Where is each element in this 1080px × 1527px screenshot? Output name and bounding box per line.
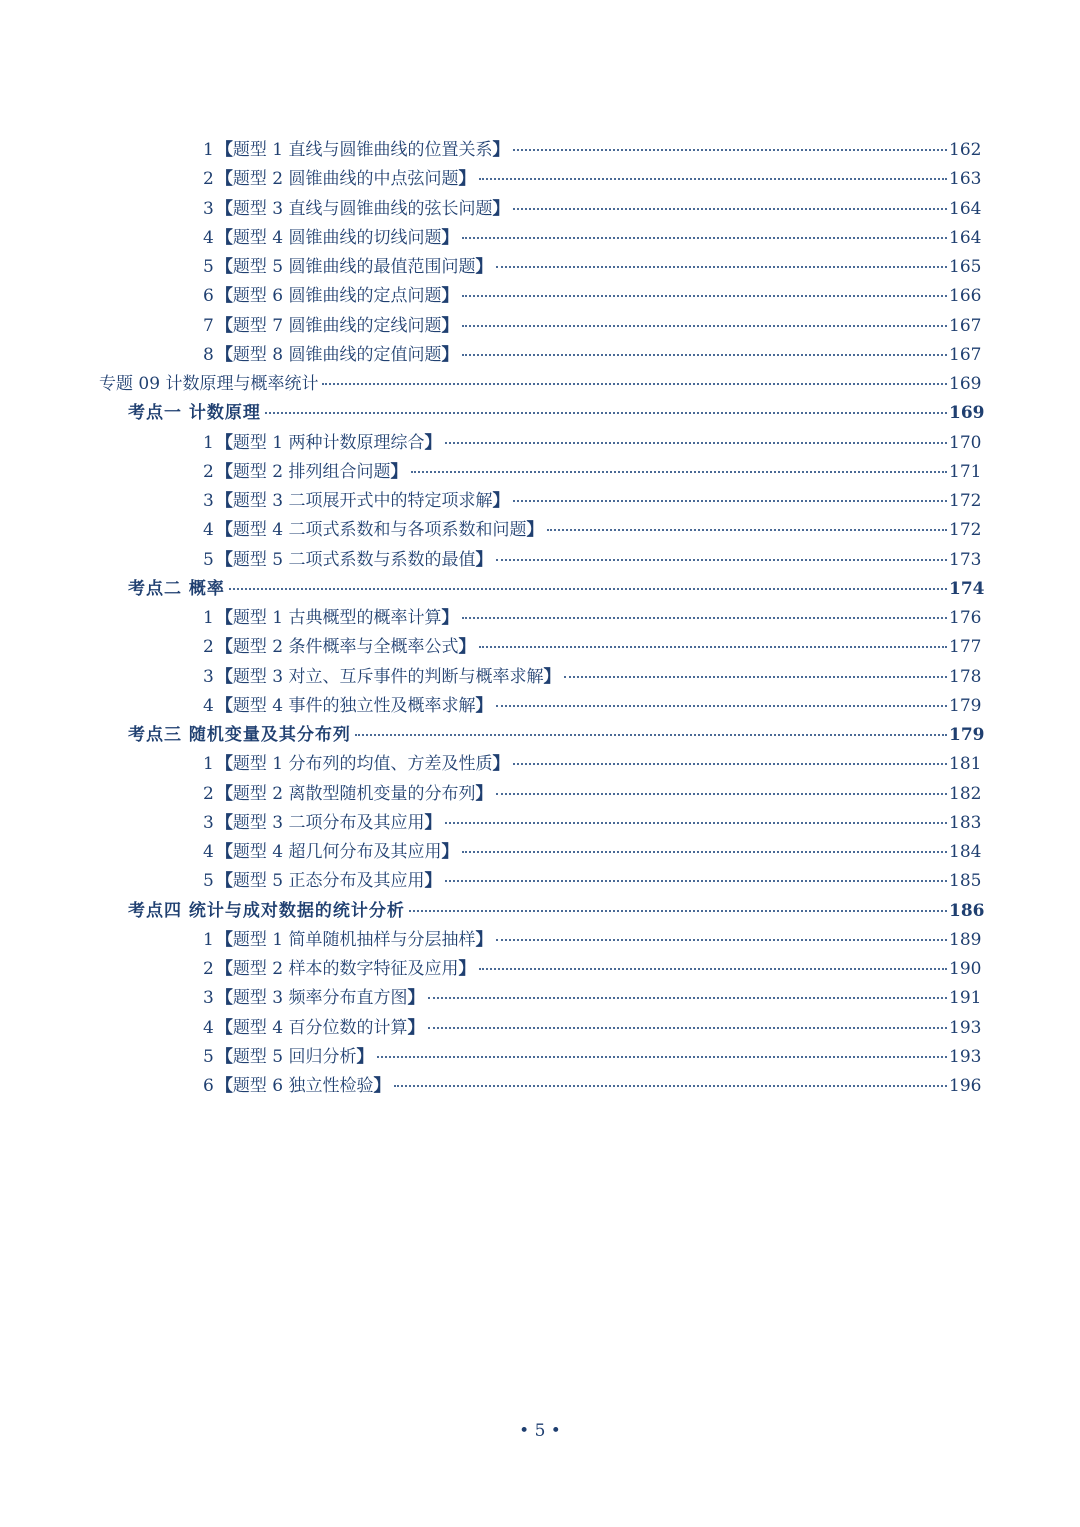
dot-leader	[513, 208, 947, 210]
toc-item[interactable]	[0, 136, 1080, 165]
toc-item[interactable]	[0, 1043, 1080, 1072]
toc-page-number: 181	[949, 754, 982, 775]
toc-page-number: 177	[949, 637, 982, 658]
question-type-label: 题型 2	[232, 959, 284, 979]
open-bracket: 【	[215, 959, 233, 979]
open-bracket: 【	[215, 227, 233, 248]
question-type-title: 二项式系数与系数的最值	[288, 549, 476, 570]
toc-entry-title	[216, 224, 459, 253]
question-type-label: 题型 3	[232, 812, 284, 833]
question-type-title: 排列组合问题	[288, 461, 391, 482]
toc-item[interactable]	[0, 224, 1080, 253]
question-type-label: 题型 6	[232, 286, 284, 307]
dot-leader	[462, 325, 947, 327]
close-bracket: 】	[475, 929, 493, 950]
question-type-title: 古典概型的概率计算	[288, 608, 442, 628]
open-bracket: 【	[215, 520, 233, 541]
toc-entry-number: 8	[203, 344, 214, 365]
question-type-label: 题型 2	[232, 461, 284, 482]
close-bracket: 】	[407, 1017, 425, 1038]
toc-entry-number: 5	[203, 1046, 214, 1067]
dot-leader	[496, 793, 947, 795]
toc-entry-title	[216, 195, 510, 224]
toc-page-number: 162	[949, 140, 982, 160]
toc-item[interactable]	[0, 838, 1080, 867]
toc-page-number: 182	[949, 783, 982, 804]
dot-leader	[496, 939, 947, 941]
toc-page-number: 170	[949, 432, 982, 453]
open-bracket: 【	[215, 783, 233, 804]
dot-leader	[394, 1085, 947, 1087]
question-type-label: 题型 8	[232, 344, 284, 365]
question-type-title: 样本的数字特征及应用	[288, 959, 459, 979]
toc-chapter[interactable]	[0, 370, 1080, 399]
dot-leader	[229, 588, 947, 590]
toc-entry-title	[216, 692, 493, 721]
toc-entry-title	[216, 1014, 425, 1043]
toc-entry-title	[216, 546, 493, 575]
question-type-label: 题型 3	[232, 491, 284, 511]
toc-entry-title	[216, 487, 510, 516]
toc-entry-number: 4	[203, 842, 214, 862]
question-type-label: 题型 2	[232, 637, 284, 658]
toc-entry-title	[216, 282, 459, 311]
question-type-label: 题型 4	[232, 1017, 284, 1038]
question-type-title: 独立性检验	[288, 1076, 374, 1096]
dot-leader	[411, 471, 947, 473]
toc-entry-title: 专题 09 计数原理与概率统计	[99, 374, 319, 394]
toc-entry-title	[216, 663, 561, 692]
toc-entry-number: 1	[203, 140, 214, 160]
question-type-title: 圆锥曲线的切线问题	[288, 227, 442, 248]
open-bracket: 【	[215, 871, 233, 892]
toc-page-number: 186	[949, 900, 985, 921]
open-bracket: 【	[215, 842, 233, 862]
toc-item[interactable]	[0, 984, 1080, 1013]
question-type-title: 直线与圆锥曲线的位置关系	[288, 140, 493, 160]
dot-leader	[462, 295, 947, 297]
dot-leader	[355, 734, 947, 736]
toc-page-number: 164	[949, 227, 982, 248]
toc-item[interactable]	[0, 458, 1080, 487]
dot-leader	[322, 383, 947, 385]
close-bracket: 】	[441, 344, 459, 365]
toc-item[interactable]	[0, 780, 1080, 809]
open-bracket: 【	[215, 432, 233, 453]
toc-item[interactable]	[0, 165, 1080, 194]
dot-leader	[462, 617, 947, 619]
toc-entry-title	[216, 926, 493, 955]
toc-item[interactable]	[0, 312, 1080, 341]
toc-page-number: 171	[949, 461, 982, 482]
close-bracket: 】	[441, 315, 459, 336]
toc-entry-title	[216, 458, 408, 487]
toc-entry-number: 3	[203, 491, 214, 511]
close-bracket: 】	[492, 198, 510, 219]
dot-leader	[462, 851, 947, 853]
question-type-label: 题型 4	[232, 695, 284, 716]
toc-entry-number: 5	[203, 871, 214, 892]
toc-entry-number: 4	[203, 520, 214, 541]
question-type-label: 题型 5	[232, 871, 284, 892]
question-type-title: 条件概率与全概率公式	[288, 637, 459, 658]
toc-page-number: 174	[949, 578, 985, 599]
question-type-title: 圆锥曲线的最值范围问题	[288, 257, 476, 277]
question-type-label: 题型 1	[232, 608, 284, 628]
close-bracket: 】	[458, 637, 476, 658]
toc-entry-title	[216, 1072, 391, 1101]
toc-page-number: 172	[949, 520, 982, 541]
toc-item[interactable]	[0, 1014, 1080, 1043]
toc-entry-number: 3	[203, 198, 214, 219]
question-type-title: 二项展开式中的特定项求解	[288, 491, 493, 511]
toc-entry-number: 4	[203, 695, 214, 716]
toc-page-number: 184	[949, 842, 982, 862]
dot-leader	[479, 968, 947, 970]
close-bracket: 】	[475, 549, 493, 570]
question-type-label: 题型 4	[232, 227, 284, 248]
question-type-title: 圆锥曲线的定线问题	[288, 315, 442, 336]
dot-leader	[428, 997, 947, 999]
toc-page-number: 169	[949, 374, 982, 394]
toc-entry-title	[216, 984, 425, 1013]
toc-entry-title	[216, 253, 493, 282]
open-bracket: 【	[215, 461, 233, 482]
toc-entry-title	[216, 604, 459, 633]
toc-item[interactable]	[0, 253, 1080, 282]
toc-item[interactable]	[0, 546, 1080, 575]
dot-leader	[462, 237, 947, 239]
toc-entry-title	[216, 1043, 374, 1072]
open-bracket: 【	[215, 988, 233, 1009]
toc-entry-number: 5	[203, 257, 214, 277]
toc-page-number: 167	[949, 315, 982, 336]
question-type-label: 题型 3	[232, 988, 284, 1009]
toc-page-number: 178	[949, 666, 982, 687]
toc-item[interactable]	[0, 516, 1080, 545]
toc-page-number: 173	[949, 549, 982, 570]
close-bracket: 】	[356, 1046, 374, 1067]
toc-item[interactable]	[0, 633, 1080, 662]
question-type-title: 超几何分布及其应用	[288, 842, 442, 862]
toc-page-number: 169	[949, 403, 985, 424]
question-type-title: 事件的独立性及概率求解	[288, 695, 476, 716]
toc-page-number: 190	[949, 959, 982, 979]
close-bracket: 】	[492, 140, 510, 160]
open-bracket: 【	[215, 695, 233, 716]
dot-leader	[445, 822, 947, 824]
toc-item[interactable]	[0, 282, 1080, 311]
question-type-title: 二项分布及其应用	[288, 812, 425, 833]
question-type-title: 两种计数原理综合	[288, 432, 425, 453]
close-bracket: 】	[492, 491, 510, 511]
toc-page-number: 167	[949, 344, 982, 365]
dot-leader	[547, 529, 947, 531]
dot-leader	[462, 354, 947, 356]
question-type-title: 圆锥曲线的中点弦问题	[288, 169, 459, 190]
toc-page-number: 185	[949, 871, 982, 892]
toc-entry-number: 4	[203, 1017, 214, 1038]
toc-entry-title: 考点四 统计与成对数据的统计分析	[128, 900, 405, 921]
dot-leader	[479, 178, 947, 180]
dot-leader	[409, 910, 947, 912]
open-bracket: 【	[215, 929, 233, 950]
toc-page-number: 166	[949, 286, 982, 307]
close-bracket: 】	[424, 871, 442, 892]
toc-entry-title	[216, 136, 510, 165]
question-type-title: 回归分析	[288, 1046, 357, 1067]
close-bracket: 】	[424, 432, 442, 453]
question-type-title: 对立、互斥事件的判断与概率求解	[288, 666, 544, 687]
open-bracket: 【	[215, 1017, 233, 1038]
toc-entry-number: 3	[203, 988, 214, 1009]
close-bracket: 】	[475, 783, 493, 804]
dot-leader	[479, 646, 947, 648]
toc-entry-title	[216, 341, 459, 370]
question-type-title: 简单随机抽样与分层抽样	[288, 929, 476, 950]
dot-leader	[496, 559, 947, 561]
toc-entry-number: 2	[203, 169, 214, 190]
dot-leader	[445, 880, 947, 882]
dot-leader	[445, 442, 947, 444]
question-type-label: 题型 1	[232, 929, 284, 950]
close-bracket: 】	[475, 257, 493, 277]
toc-item[interactable]	[0, 1072, 1080, 1101]
close-bracket: 】	[441, 608, 459, 628]
toc-item[interactable]	[0, 955, 1080, 984]
question-type-label: 题型 3	[232, 666, 284, 687]
question-type-label: 题型 5	[232, 549, 284, 570]
toc-entry-title	[216, 312, 459, 341]
question-type-label: 题型 2	[232, 783, 284, 804]
toc-item[interactable]	[0, 692, 1080, 721]
toc-page-number: 183	[949, 812, 982, 833]
open-bracket: 【	[215, 344, 233, 365]
toc-entry-title	[216, 780, 493, 809]
question-type-label: 题型 4	[232, 520, 284, 541]
open-bracket: 【	[215, 1046, 233, 1067]
dot-leader	[564, 676, 947, 678]
open-bracket: 【	[215, 1076, 233, 1096]
open-bracket: 【	[215, 637, 233, 658]
toc-entry-number: 2	[203, 461, 214, 482]
open-bracket: 【	[215, 549, 233, 570]
toc-entry-number: 1	[203, 754, 214, 775]
question-type-title: 正态分布及其应用	[288, 871, 425, 892]
question-type-title: 百分位数的计算	[288, 1017, 408, 1038]
open-bracket: 【	[215, 754, 233, 775]
toc-page-number: 189	[949, 929, 982, 950]
close-bracket: 】	[407, 988, 425, 1009]
close-bracket: 】	[390, 461, 408, 482]
open-bracket: 【	[215, 491, 233, 511]
toc-entry-title	[216, 750, 510, 779]
close-bracket: 】	[526, 520, 544, 541]
toc-entry-number: 5	[203, 549, 214, 570]
toc-item[interactable]	[0, 604, 1080, 633]
toc-item[interactable]	[0, 809, 1080, 838]
toc-page-number: 172	[949, 491, 982, 511]
open-bracket: 【	[215, 198, 233, 219]
open-bracket: 【	[215, 140, 233, 160]
toc-entry-number: 4	[203, 227, 214, 248]
toc-entry-title	[216, 633, 476, 662]
toc-page-number: 193	[949, 1046, 982, 1067]
question-type-label: 题型 5	[232, 1046, 284, 1067]
dot-leader	[513, 763, 947, 765]
toc-item[interactable]	[0, 926, 1080, 955]
question-type-title: 分布列的均值、方差及性质	[288, 754, 493, 775]
close-bracket: 】	[458, 169, 476, 190]
toc-entry-number: 1	[203, 929, 214, 950]
toc-entry-number: 6	[203, 286, 214, 307]
question-type-label: 题型 1	[232, 754, 284, 775]
toc-entry-title: 考点三 随机变量及其分布列	[128, 725, 351, 745]
question-type-label: 题型 7	[232, 315, 284, 336]
toc-page-number: 196	[949, 1076, 982, 1096]
toc-page-number: 164	[949, 198, 982, 219]
close-bracket: 】	[424, 812, 442, 833]
dot-leader	[428, 1027, 947, 1029]
toc-entry-title	[216, 838, 459, 867]
toc-entry-title	[216, 867, 442, 896]
toc-entry-title	[216, 809, 442, 838]
toc-page-number: 176	[949, 608, 982, 628]
close-bracket: 】	[458, 959, 476, 979]
page-number: • 5 •	[519, 1421, 561, 1441]
toc-entry-number: 6	[203, 1076, 214, 1096]
toc-entry-title	[216, 165, 476, 194]
close-bracket: 】	[441, 286, 459, 307]
dot-leader	[496, 266, 947, 268]
toc-page-number: 163	[949, 169, 982, 190]
question-type-title: 圆锥曲线的定值问题	[288, 344, 442, 365]
close-bracket: 】	[543, 666, 561, 687]
toc-section[interactable]	[0, 721, 1080, 750]
dot-leader	[265, 412, 947, 414]
dot-leader	[513, 149, 947, 151]
open-bracket: 【	[215, 169, 233, 190]
toc-page-number: 179	[949, 725, 985, 745]
open-bracket: 【	[215, 608, 233, 628]
toc-entry-title: 考点一 计数原理	[128, 403, 261, 424]
question-type-title: 圆锥曲线的定点问题	[288, 286, 442, 307]
close-bracket: 】	[441, 842, 459, 862]
toc-entry-number: 2	[203, 783, 214, 804]
toc-item[interactable]	[0, 195, 1080, 224]
question-type-title: 离散型随机变量的分布列	[288, 783, 476, 804]
toc-entry-title	[216, 516, 544, 545]
toc-section[interactable]	[0, 897, 1080, 926]
question-type-label: 题型 3	[232, 198, 284, 219]
toc-item[interactable]	[0, 341, 1080, 370]
toc-entry-title	[216, 955, 476, 984]
toc-section[interactable]	[0, 399, 1080, 428]
dot-leader	[496, 705, 947, 707]
close-bracket: 】	[492, 754, 510, 775]
open-bracket: 【	[215, 812, 233, 833]
toc-entry-number: 2	[203, 637, 214, 658]
toc-item[interactable]	[0, 663, 1080, 692]
toc-entry-number: 3	[203, 666, 214, 687]
close-bracket: 】	[475, 695, 493, 716]
toc-page-number: 179	[949, 695, 982, 716]
toc-page-number: 191	[949, 988, 982, 1009]
question-type-title: 二项式系数和与各项系数和问题	[288, 520, 527, 541]
open-bracket: 【	[215, 666, 233, 687]
toc-page-number: 165	[949, 257, 982, 277]
dot-leader	[377, 1056, 947, 1058]
toc-entry-title	[216, 429, 442, 458]
table-of-contents	[0, 136, 1080, 1101]
question-type-title: 直线与圆锥曲线的弦长问题	[288, 198, 493, 219]
open-bracket: 【	[215, 315, 233, 336]
dot-leader	[513, 500, 947, 502]
toc-item[interactable]	[0, 429, 1080, 458]
question-type-label: 题型 2	[232, 169, 284, 190]
close-bracket: 】	[441, 227, 459, 248]
toc-item[interactable]	[0, 867, 1080, 896]
question-type-label: 题型 6	[232, 1076, 284, 1096]
toc-entry-title: 考点二 概率	[128, 578, 225, 599]
toc-item[interactable]	[0, 487, 1080, 516]
toc-entry-number: 1	[203, 608, 214, 628]
question-type-title: 频率分布直方图	[288, 988, 408, 1009]
toc-entry-number: 2	[203, 959, 214, 979]
question-type-label: 题型 1	[232, 140, 284, 160]
open-bracket: 【	[215, 257, 233, 277]
question-type-label: 题型 5	[232, 257, 284, 277]
question-type-label: 题型 1	[232, 432, 284, 453]
toc-section[interactable]	[0, 575, 1080, 604]
toc-entry-number: 3	[203, 812, 214, 833]
close-bracket: 】	[373, 1076, 391, 1096]
toc-item[interactable]	[0, 750, 1080, 779]
question-type-label: 题型 4	[232, 842, 284, 862]
toc-entry-number: 7	[203, 315, 214, 336]
toc-page-number: 193	[949, 1017, 982, 1038]
open-bracket: 【	[215, 286, 233, 307]
toc-entry-number: 1	[203, 432, 214, 453]
